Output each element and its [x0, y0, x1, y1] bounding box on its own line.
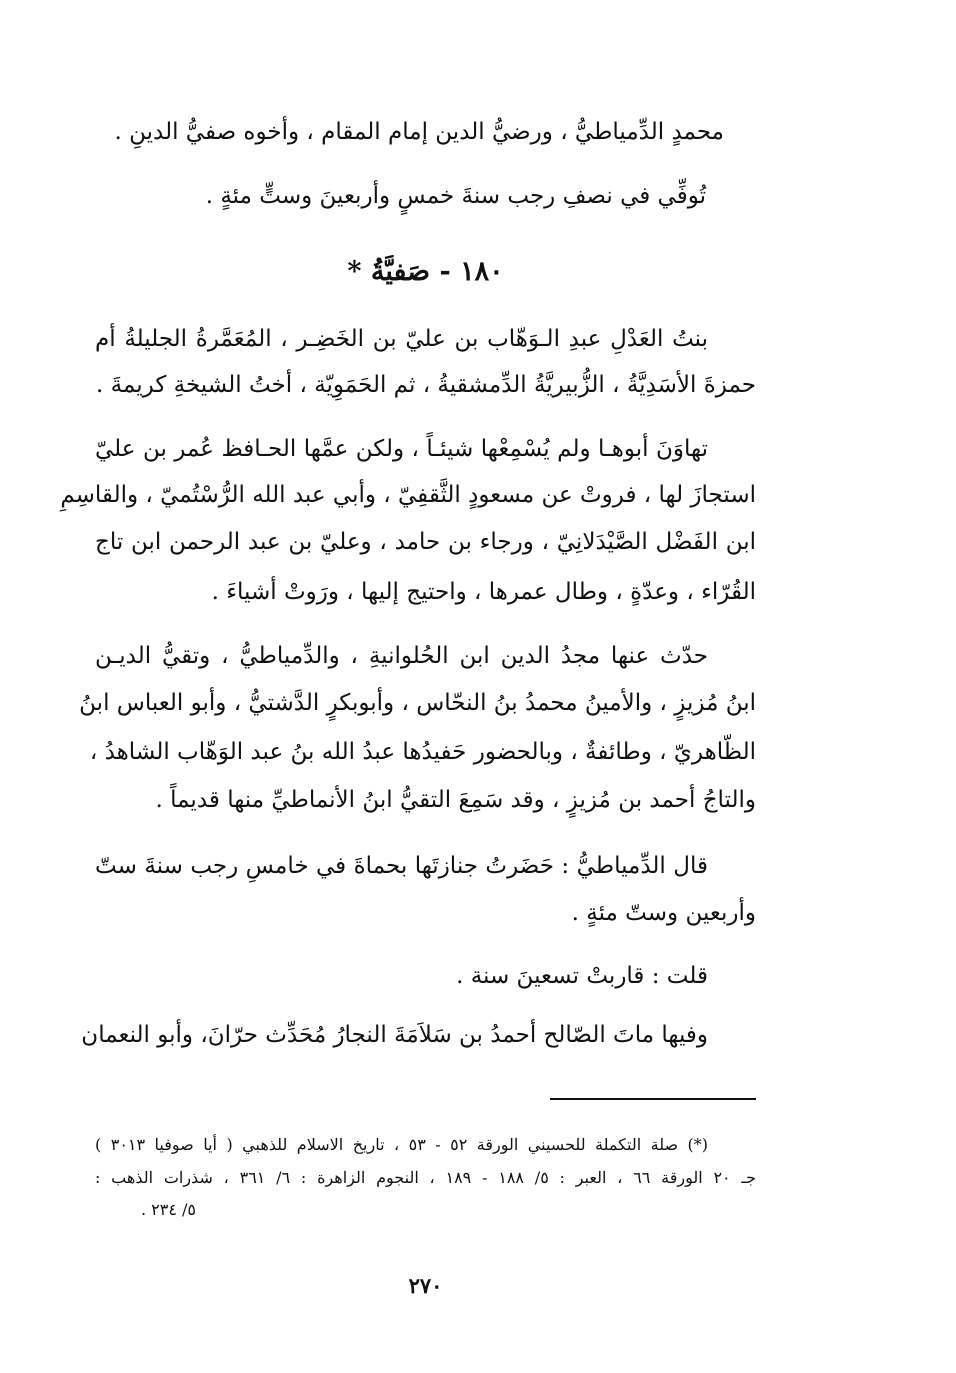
- page-number: ٢٧٠: [408, 1273, 443, 1298]
- body-line: تهاوَنَ أبوهـا ولم يُسْمِعْها شيئـاً ، ولكن عمَّها الحـافظ عُمر بن عليّ: [95, 436, 708, 462]
- body-line: القُرّاء ، وعدّةٍ ، وطال عمرها ، واحتيج إليها ، ورَوتْ أشياءَ .: [211, 579, 756, 605]
- body-line: والتاجُ أحمد بن مُزيزٍ ، وقد سَمِعَ التقيُّ ابنُ الأنماطيِّ منها قديماً .: [155, 787, 756, 813]
- body-line: الظّاهريّ ، وطائفةٌ ، وبالحضور حَفيدُها عبدُ الله بنُ عبد الوَهّاب الشاهدُ ،: [89, 739, 756, 765]
- footnote-line: جـ ٢٠ الورقة ٦٦ ، العبر : ٥/ ١٨٨ - ١٨٩ ، النجوم الزاهرة : ٦/ ٣٦١ ، شذرات الذهب :: [95, 1168, 756, 1187]
- entry-heading: ١٨٠ - صَفيَّةُ *: [347, 256, 504, 287]
- body-line: حمزةَ الأسَدِيَّةُ ، الزُّبيريَّةُ الدِّمشقيةُ ، ثم الحَمَوِيّة ، أختُ الشيخةِ كريمةَ .: [96, 372, 756, 398]
- body-line: حدّث عنها مجدُ الدين ابن الحُلوانيةِ ، والدِّمياطيُّ ، وتقيُّ الديـن: [95, 643, 708, 669]
- body-line: ابنُ مُزيزٍ ، والأمينُ محمدُ بنُ النحّاس ، وأبوبكرٍ الدَّشتيُّ ، وأبو العباس ابنُ: [79, 690, 756, 716]
- body-line: قلت : قاربتْ تسعينَ سنة .: [456, 963, 708, 989]
- body-line: قال الدِّمياطيُّ : حَضَرتُ جنازتَها بحماةَ في خامسِ رجب سنةَ ستّ: [95, 853, 708, 879]
- footnote-separator: [550, 1098, 756, 1100]
- intro-line: تُوفِّي في نصفِ رجب سنةَ خمسٍ وأربعينَ وستٍّ مئةٍ .: [205, 183, 706, 209]
- body-line: وفيها ماتَ الصّالح أحمدُ بن سَلاَمَةَ النجارُ مُحَدِّث حرّانَ، وأبو النعمان: [81, 1022, 708, 1048]
- body-line: بنتُ العَدْلِ عبدِ الـوَهّاب بن عليّ بن الخَضِـر ، المُعَمَّرةُ الجليلةُ أم: [95, 326, 708, 352]
- book-page: [60, 0, 756, 1373]
- body-line: ابن الفَضْل الصَّيْدَلانِيّ ، ورجاء بن حامد ، وعليّ بن عبد الرحمن ابن تاج: [95, 529, 756, 555]
- footnote-line: ٥/ ٢٣٤ .: [140, 1200, 196, 1219]
- footnote-line: (*) صلة التكملة للحسيني الورقة ٥٢ - ٥٣ ، تاريخ الاسلام للذهبي ( أيا صوفيا ٣٠١٣ ): [95, 1135, 709, 1154]
- body-line: وأربعين وستّ مئةٍ .: [571, 900, 756, 926]
- body-line: استجازَ لها ، فروتْ عن مسعودٍ الثَّقفِيّ ، وأبي عبد الله الرُّسْتُميّ ، والقاسِمِ: [60, 482, 756, 508]
- intro-line: محمدٍ الدِّمياطيُّ ، ورضيُّ الدين إمام المقام ، وأخوه صفيُّ الدينِ .: [114, 119, 724, 145]
